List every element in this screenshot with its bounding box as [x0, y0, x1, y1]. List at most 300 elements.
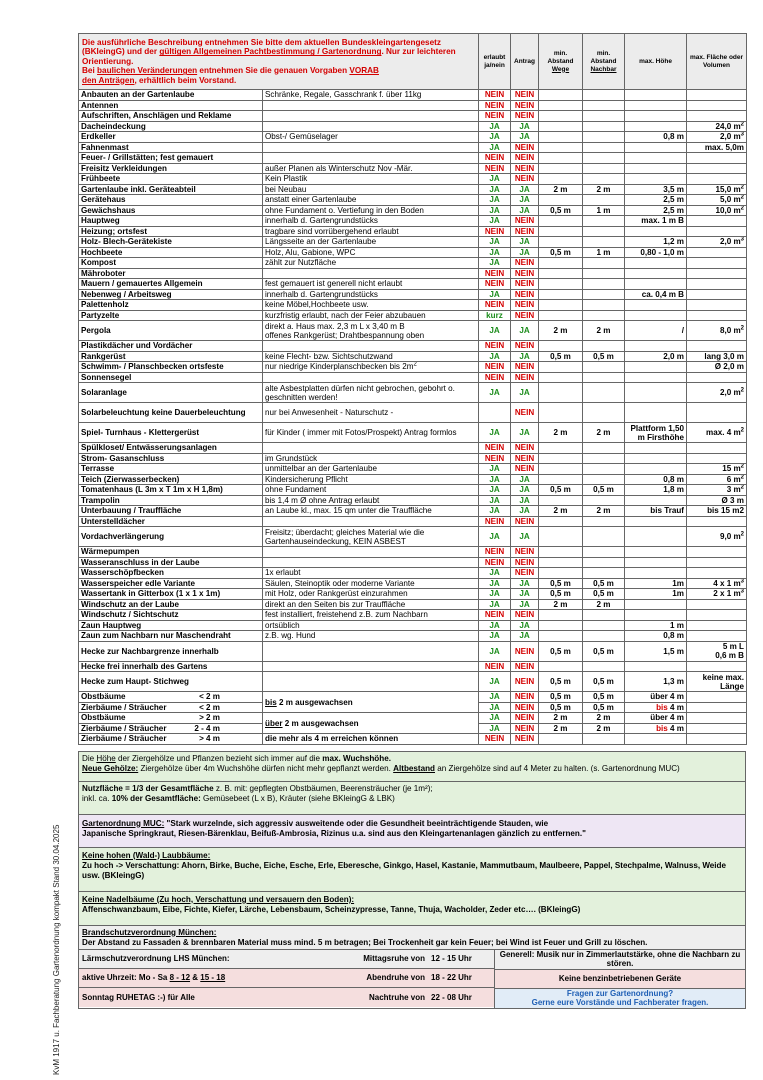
- row-description: keine Flecht- bzw. Sichtschutzwand: [263, 351, 479, 362]
- table-row: [79, 631, 747, 642]
- garden-rules-sheet: [78, 33, 746, 1009]
- row-distance-way: [539, 620, 583, 631]
- row-height: [625, 557, 687, 568]
- noise-rules: [78, 950, 746, 1009]
- row-distance-way: [539, 568, 583, 579]
- row-area: 15,0 $m^2$: [687, 184, 747, 195]
- side-note-text: KvM 1917 u. Fachberatung Gartenordnung kompakt Stand 30.04.2025: [52, 824, 61, 1075]
- col-allowed: erlaubt ja/nein: [479, 34, 511, 90]
- table-row: [79, 383, 747, 403]
- row-height: 1,2 m: [625, 237, 687, 248]
- row-area: [687, 403, 747, 423]
- row-area: [687, 341, 747, 352]
- row-name: Kompost: [79, 258, 263, 269]
- row-distance-neighbor: [583, 495, 625, 506]
- row-description: Kindersicherung Pflicht: [263, 474, 479, 485]
- row-distance-way: [539, 111, 583, 122]
- row-distance-way: [539, 121, 583, 132]
- row-height: [625, 163, 687, 174]
- table-row: [79, 247, 747, 258]
- row-request: NEIN: [511, 289, 539, 300]
- row-distance-neighbor: [583, 163, 625, 174]
- col-area: max. Fläche oder Volumen: [687, 34, 747, 90]
- row-distance-neighbor: [583, 174, 625, 185]
- row-distance-way: 2 m: [539, 599, 583, 610]
- row-distance-neighbor: [583, 216, 625, 227]
- row-name: Erdkeller: [79, 132, 263, 143]
- row-distance-way: 2 m: [539, 184, 583, 195]
- row-name: Trampolin: [79, 495, 263, 506]
- row-area: [687, 610, 747, 621]
- row-distance-neighbor: 0,5 m: [583, 351, 625, 362]
- row-allowed: NEIN: [479, 610, 511, 621]
- row-area: [687, 100, 747, 111]
- row-request: JA: [511, 474, 539, 485]
- row-distance-neighbor: [583, 403, 625, 423]
- row-area: [687, 631, 747, 642]
- row-request: NEIN: [511, 163, 539, 174]
- row-distance-neighbor: 2 m: [583, 599, 625, 610]
- table-row: [79, 226, 747, 237]
- row-description: direkt an den Seiten bis zur Trauffläche: [263, 599, 479, 610]
- row-name: Windschutz / Sichtschutz: [79, 610, 263, 621]
- row-distance-way: [539, 153, 583, 164]
- row-distance-way: 2 m: [539, 506, 583, 517]
- row-distance-neighbor: [583, 100, 625, 111]
- row-height: [625, 90, 687, 101]
- col-distance-way: min. Abstand Wege: [539, 34, 583, 90]
- row-description: [263, 516, 479, 527]
- row-description: kurzfristig erlaubt, nach der Feier abzubauen: [263, 310, 479, 321]
- row-distance-neighbor: [583, 226, 625, 237]
- row-distance-neighbor: [583, 132, 625, 143]
- row-description: [263, 268, 479, 279]
- row-height: [625, 403, 687, 423]
- row-height: [625, 341, 687, 352]
- row-height: 1m: [625, 589, 687, 600]
- row-allowed: kurz: [479, 310, 511, 321]
- row-height: 1,5 m: [625, 641, 687, 661]
- row-height: 0,8 m: [625, 132, 687, 143]
- row-distance-neighbor: [583, 153, 625, 164]
- tree-desc-b: über 2 m ausgewachsen: [263, 713, 479, 734]
- row-description: Säulen, Steinoptik oder moderne Variante: [263, 578, 479, 589]
- row-area: 10,0 $m^2$: [687, 205, 747, 216]
- row-distance-way: [539, 195, 583, 206]
- row-name: Schwimm- / Planschbecken ortsfeste: [79, 362, 263, 373]
- row-height: [625, 310, 687, 321]
- row-name: Zaun Hauptweg: [79, 620, 263, 631]
- row-allowed: JA: [479, 464, 511, 475]
- row-allowed: JA: [479, 195, 511, 206]
- row-distance-neighbor: [583, 237, 625, 248]
- row-distance-way: [539, 258, 583, 269]
- table-row: [79, 620, 747, 631]
- row-allowed: JA: [479, 620, 511, 631]
- row-height: 2,0 m: [625, 351, 687, 362]
- row-request: NEIN: [511, 641, 539, 661]
- row-distance-neighbor: 1 m: [583, 205, 625, 216]
- row-distance-way: [539, 610, 583, 621]
- row-distance-way: [539, 132, 583, 143]
- row-request: JA: [511, 321, 539, 341]
- row-allowed: JA: [479, 237, 511, 248]
- table-row: [79, 589, 747, 600]
- row-allowed: JA: [479, 247, 511, 258]
- row-name: Anbauten an der Gartenlaube: [79, 90, 263, 101]
- row-name: Plastikdächer und Vordächer: [79, 341, 263, 352]
- row-description: ohne Fundament o. Vertiefung in den Boden: [263, 205, 479, 216]
- row-name: Spülkloset/ Entwässerungsanlagen: [79, 443, 263, 454]
- row-distance-neighbor: [583, 474, 625, 485]
- row-description: [263, 672, 479, 692]
- row-name: Feuer- / Grillstätten; fest gemauert: [79, 153, 263, 164]
- row-height: 0,80 - 1,0 m: [625, 247, 687, 258]
- row-area: [687, 90, 747, 101]
- row-height: Plattform 1,50 m Firsthöhe: [625, 423, 687, 443]
- info-usage-area: Nutzfläche = 1/3 der Gesamtfläche z. B. mit: gepflegten Obstbäumen, Beerensträucher (je 1m²); inkl. ca. 10% der Gesamtfläche: Gemüsebeet (L x B), Kräuter (siehe BKleingG & LBK): [78, 782, 746, 815]
- row-request: JA: [511, 121, 539, 132]
- row-description: 1x erlaubt: [263, 568, 479, 579]
- row-height: [625, 174, 687, 185]
- row-area: 2 x 1 $m^3$: [687, 589, 747, 600]
- row-distance-neighbor: [583, 383, 625, 403]
- row-name: Hecke zur Nachbargrenze innerhalb: [79, 641, 263, 661]
- table-row: [79, 495, 747, 506]
- row-name: Sonnensegel: [79, 372, 263, 383]
- row-distance-way: 0,5 m: [539, 578, 583, 589]
- row-area: [687, 153, 747, 164]
- row-allowed: JA: [479, 589, 511, 600]
- row-name: Wasserspeicher edle Variante: [79, 578, 263, 589]
- table-row: [79, 90, 747, 101]
- row-area: keine max. Länge: [687, 672, 747, 692]
- row-description: Holz, Alu, Gabione, WPC: [263, 247, 479, 258]
- table-row: [79, 464, 747, 475]
- table-row: [79, 516, 747, 527]
- row-allowed: JA: [479, 641, 511, 661]
- row-allowed: NEIN: [479, 100, 511, 111]
- row-request: NEIN: [511, 226, 539, 237]
- row-area: [687, 443, 747, 454]
- info-munich-rules: Gartenordnung MUC: "Stark wurzelnde, sich aggressiv ausweitende oder die Gesundheit beeinträchtigende Stauden, wie Japanische Springkraut, Riesen-Bärenklau, Beifuß-Ambrosia, Rizinus u.a. sind aus den Kleingartenanlagen gänzlich zu entfernen.": [78, 815, 746, 848]
- row-description: keine Möbel,Hochbeete usw.: [263, 300, 479, 311]
- table-row: [79, 341, 747, 352]
- row-allowed: NEIN: [479, 516, 511, 527]
- row-description: [263, 153, 479, 164]
- row-area: [687, 453, 747, 464]
- row-request: JA: [511, 383, 539, 403]
- table-row: [79, 205, 747, 216]
- row-description: bis 1,4 m Ø ohne Antrag erlaubt: [263, 495, 479, 506]
- row-request: JA: [511, 495, 539, 506]
- row-area: 2,0 $m^3$: [687, 237, 747, 248]
- row-distance-neighbor: [583, 300, 625, 311]
- row-description: nur niedrige Kinderplanschbecken bis $2m^2$: [263, 362, 479, 373]
- row-name: Partyzelte: [79, 310, 263, 321]
- row-distance-neighbor: 2 m: [583, 423, 625, 443]
- row-allowed: JA: [479, 142, 511, 153]
- row-distance-way: [539, 516, 583, 527]
- row-distance-way: [539, 100, 583, 111]
- row-distance-neighbor: 2 m: [583, 321, 625, 341]
- row-area: [687, 557, 747, 568]
- row-area: lang 3,0 m: [687, 351, 747, 362]
- row-allowed: JA: [479, 527, 511, 547]
- row-allowed: NEIN: [479, 279, 511, 290]
- row-request: NEIN: [511, 153, 539, 164]
- row-name: Gartenlaube inkl. Geräteabteil: [79, 184, 263, 195]
- table-row: [79, 258, 747, 269]
- row-area: max. 4 $m^2$: [687, 423, 747, 443]
- row-height: [625, 568, 687, 579]
- row-distance-neighbor: [583, 111, 625, 122]
- table-row: [79, 423, 747, 443]
- row-height: [625, 453, 687, 464]
- table-row: Zierbäume / Sträucher < 2 m JA NEIN 0,5 m 0,5 m bis 4 m: [79, 702, 747, 713]
- row-allowed: JA: [479, 506, 511, 517]
- row-request: JA: [511, 195, 539, 206]
- row-name: Hecke frei innerhalb des Gartens: [79, 661, 263, 672]
- row-distance-way: [539, 474, 583, 485]
- row-height: [625, 153, 687, 164]
- row-description: bei Neubau: [263, 184, 479, 195]
- table-row: [79, 184, 747, 195]
- row-distance-neighbor: [583, 268, 625, 279]
- row-height: 2,5 m: [625, 205, 687, 216]
- table-row: [79, 121, 747, 132]
- row-description: an Laube kl., max. 15 qm unter die Trauffläche: [263, 506, 479, 517]
- row-area: Ø 3 m: [687, 495, 747, 506]
- table-row: [79, 195, 747, 206]
- col-request: Antrag: [511, 34, 539, 90]
- row-request: NEIN: [511, 568, 539, 579]
- noise-night: Sonntag RUHETAG :-) für Alle Nachtruhe von 22 - 08 Uhr: [79, 988, 494, 1007]
- info-height-note: Die Höhe der Ziergehölze und Pflanzen bezieht sich immer auf die max. Wuchshöhe. Neue Gehölze: Ziergehölze über 4m Wuchshöhe dürfen nicht mehr gepflanzt werden. Altbestand an Ziergehölze sind auf 4 Meter zu halten. (s. Gartenordnung MUC): [78, 751, 746, 782]
- row-allowed: JA: [479, 132, 511, 143]
- row-name: Heizung; ortsfest: [79, 226, 263, 237]
- table-row: [79, 443, 747, 454]
- table-row: Obstbäume > 2 m über 2 m ausgewachsen JA NEIN 2 m 2 m über 4 m: [79, 713, 747, 724]
- row-description: im Grundstück: [263, 453, 479, 464]
- row-height: /: [625, 321, 687, 341]
- row-height: [625, 443, 687, 454]
- row-distance-way: 0,5 m: [539, 351, 583, 362]
- row-distance-neighbor: [583, 289, 625, 300]
- header-intro: Die ausführliche Beschreibung entnehmen Sie bitte dem aktuellen Bundeskleingartengesetz (BKleingG) und der gültigen Allgemeinen Pachtbestimmung / Gartenordnung. Nur zur leichteren Orientierung. Bei baulichen Veränderungen entnehmen Sie die genauen Vorgaben VORAB den Anträgen, erhältlich beim Vorstand.: [79, 34, 479, 90]
- row-height: [625, 527, 687, 547]
- table-row: [79, 279, 747, 290]
- row-allowed: JA: [479, 485, 511, 496]
- noise-general: Generell: Musik nur in Zimmerlautstärke, ohne die Nachbarn zu stören.: [495, 950, 745, 970]
- row-description: zählt zur Nutzfläche: [263, 258, 479, 269]
- row-height: [625, 268, 687, 279]
- row-allowed: NEIN: [479, 362, 511, 373]
- table-row: [79, 610, 747, 621]
- table-header: [79, 34, 747, 90]
- row-description: [263, 557, 479, 568]
- row-height: [625, 495, 687, 506]
- table-row: Obstbäume < 2 m bis 2 m ausgewachsen JA NEIN 0,5 m 0,5 m über 4 m: [79, 692, 747, 703]
- row-area: 2,0 $m^3$: [687, 132, 747, 143]
- row-distance-way: [539, 372, 583, 383]
- row-description: [263, 341, 479, 352]
- row-height: 1m: [625, 578, 687, 589]
- table-row: [79, 142, 747, 153]
- col-height: max. Höhe: [625, 34, 687, 90]
- row-height: [625, 258, 687, 269]
- row-height: [625, 383, 687, 403]
- row-distance-way: 0,5 m: [539, 641, 583, 661]
- row-request: JA: [511, 631, 539, 642]
- row-distance-way: 0,5 m: [539, 205, 583, 216]
- row-allowed: JA: [479, 289, 511, 300]
- row-height: 1,8 m: [625, 485, 687, 496]
- row-area: [687, 174, 747, 185]
- row-allowed: NEIN: [479, 443, 511, 454]
- row-request: NEIN: [511, 310, 539, 321]
- side-note: [52, 800, 72, 1075]
- row-distance-neighbor: [583, 362, 625, 373]
- row-request: NEIN: [511, 100, 539, 111]
- row-description: innerhalb d. Gartengrundstücks: [263, 289, 479, 300]
- row-area: [687, 568, 747, 579]
- table-row: [79, 641, 747, 661]
- row-name: Zaun zum Nachbarn nur Maschendraht: [79, 631, 263, 642]
- row-request: NEIN: [511, 516, 539, 527]
- row-request: NEIN: [511, 216, 539, 227]
- row-area: [687, 289, 747, 300]
- row-name: Pergola: [79, 321, 263, 341]
- row-distance-neighbor: 2 m: [583, 184, 625, 195]
- row-request: JA: [511, 599, 539, 610]
- row-height: bis Trauf: [625, 506, 687, 517]
- info-fire-safety: Brandschutzverordnung München: Der Abstand zu Fassaden & brennbaren Material muss mind. 5 m betragen; Bei Trockenheit gar kein Feuer; bei Wind ist Feuer und Grill zu löschen.: [78, 926, 746, 950]
- row-allowed: JA: [479, 495, 511, 506]
- row-allowed: JA: [479, 568, 511, 579]
- row-description: [263, 641, 479, 661]
- table-row: [79, 599, 747, 610]
- row-height: [625, 111, 687, 122]
- row-height: [625, 226, 687, 237]
- row-description: Längsseite an der Gartenlaube: [263, 237, 479, 248]
- row-distance-way: [539, 443, 583, 454]
- row-request: NEIN: [511, 672, 539, 692]
- row-allowed: NEIN: [479, 90, 511, 101]
- table-row: [79, 485, 747, 496]
- row-distance-way: [539, 310, 583, 321]
- row-distance-neighbor: 0,5 m: [583, 589, 625, 600]
- row-area: [687, 111, 747, 122]
- row-area: 24,0 $m^2$: [687, 121, 747, 132]
- row-request: JA: [511, 184, 539, 195]
- row-name: Hochbeete: [79, 247, 263, 258]
- row-area: [687, 620, 747, 631]
- row-distance-way: [539, 341, 583, 352]
- row-description: [263, 372, 479, 383]
- row-area: 4 x 1 $m^3$: [687, 578, 747, 589]
- row-area: [687, 216, 747, 227]
- row-distance-way: [539, 279, 583, 290]
- row-area: Ø 2,0 m: [687, 362, 747, 373]
- row-area: [687, 547, 747, 558]
- row-distance-neighbor: [583, 310, 625, 321]
- table-row: [79, 403, 747, 423]
- row-name: Freisitz Verkleidungen: [79, 163, 263, 174]
- row-name: Fahnenmast: [79, 142, 263, 153]
- row-distance-way: [539, 495, 583, 506]
- row-distance-way: [539, 403, 583, 423]
- row-height: [625, 661, 687, 672]
- row-distance-neighbor: [583, 527, 625, 547]
- row-request: JA: [511, 351, 539, 362]
- table-row: [79, 300, 747, 311]
- row-distance-way: [539, 362, 583, 373]
- row-request: JA: [511, 485, 539, 496]
- row-description: ohne Fundament: [263, 485, 479, 496]
- row-distance-way: 0,5 m: [539, 247, 583, 258]
- row-height: [625, 279, 687, 290]
- table-row: [79, 268, 747, 279]
- row-name: Solaranlage: [79, 383, 263, 403]
- row-name: Terrasse: [79, 464, 263, 475]
- row-description: Obst-/ Gemüselager: [263, 132, 479, 143]
- row-name: Solarbeleuchtung keine Dauerbeleuchtung: [79, 403, 263, 423]
- row-allowed: JA: [479, 205, 511, 216]
- row-request: NEIN: [511, 453, 539, 464]
- row-distance-neighbor: [583, 142, 625, 153]
- row-distance-neighbor: [583, 610, 625, 621]
- table-row: [79, 153, 747, 164]
- row-description: fest installiert, freistehend z.B. zum Nachbarn: [263, 610, 479, 621]
- row-description: Schränke, Regale, Gasschrank f. über 11kg: [263, 90, 479, 101]
- row-allowed: JA: [479, 184, 511, 195]
- questions-note: Fragen zur Gartenordnung? Gerne eure Vorstände und Fachberater fragen.: [495, 989, 745, 1008]
- table-row: [79, 174, 747, 185]
- row-name: Strom- Gasanschluss: [79, 453, 263, 464]
- row-height: [625, 610, 687, 621]
- row-area: [687, 268, 747, 279]
- info-conifers: Keine Nadelbäume (Zu hoch, Verschattung und versauern den Boden): Affenschwanzbaum, Eibe, Fichte, Kiefer, Lärche, Lebensbaum, Scheinzypresse, Tanne, Thuja, Wacholder, Zeder etc…. (BKleingG): [78, 892, 746, 926]
- row-name: Mähroboter: [79, 268, 263, 279]
- table-row: [79, 527, 747, 547]
- row-area: 2,0 $m^2$: [687, 383, 747, 403]
- row-allowed: JA: [479, 174, 511, 185]
- row-request: NEIN: [511, 372, 539, 383]
- row-description: mit Holz, oder Rankgerüst einzurahmen: [263, 589, 479, 600]
- noise-evening: aktive Uhrzeit: Mo - Sa 8 - 12 & 15 - 18 Abendruhe von 18 - 22 Uhr: [79, 969, 494, 988]
- no-petrol-tools: Keine benzinbetriebenen Geräte: [495, 970, 745, 989]
- row-name: Antennen: [79, 100, 263, 111]
- row-height: [625, 362, 687, 373]
- table-row: [79, 557, 747, 568]
- row-request: JA: [511, 589, 539, 600]
- row-name: Holz- Blech-Gerätekiste: [79, 237, 263, 248]
- row-request: JA: [511, 527, 539, 547]
- row-request: JA: [511, 423, 539, 443]
- row-area: 15 $m^2$: [687, 464, 747, 475]
- row-area: bis 15 m2: [687, 506, 747, 517]
- row-description: nur bei Anwesenheit - Naturschutz -: [263, 403, 479, 423]
- row-area: [687, 516, 747, 527]
- row-distance-neighbor: [583, 195, 625, 206]
- row-distance-way: 0,5 m: [539, 485, 583, 496]
- row-distance-neighbor: [583, 90, 625, 101]
- row-description: alte Asbestplatten dürfen nicht gebrochen, gebohrt o. geschnitten werden!: [263, 383, 479, 403]
- row-allowed: NEIN: [479, 153, 511, 164]
- row-distance-way: [539, 383, 583, 403]
- row-height: max. 1 m B: [625, 216, 687, 227]
